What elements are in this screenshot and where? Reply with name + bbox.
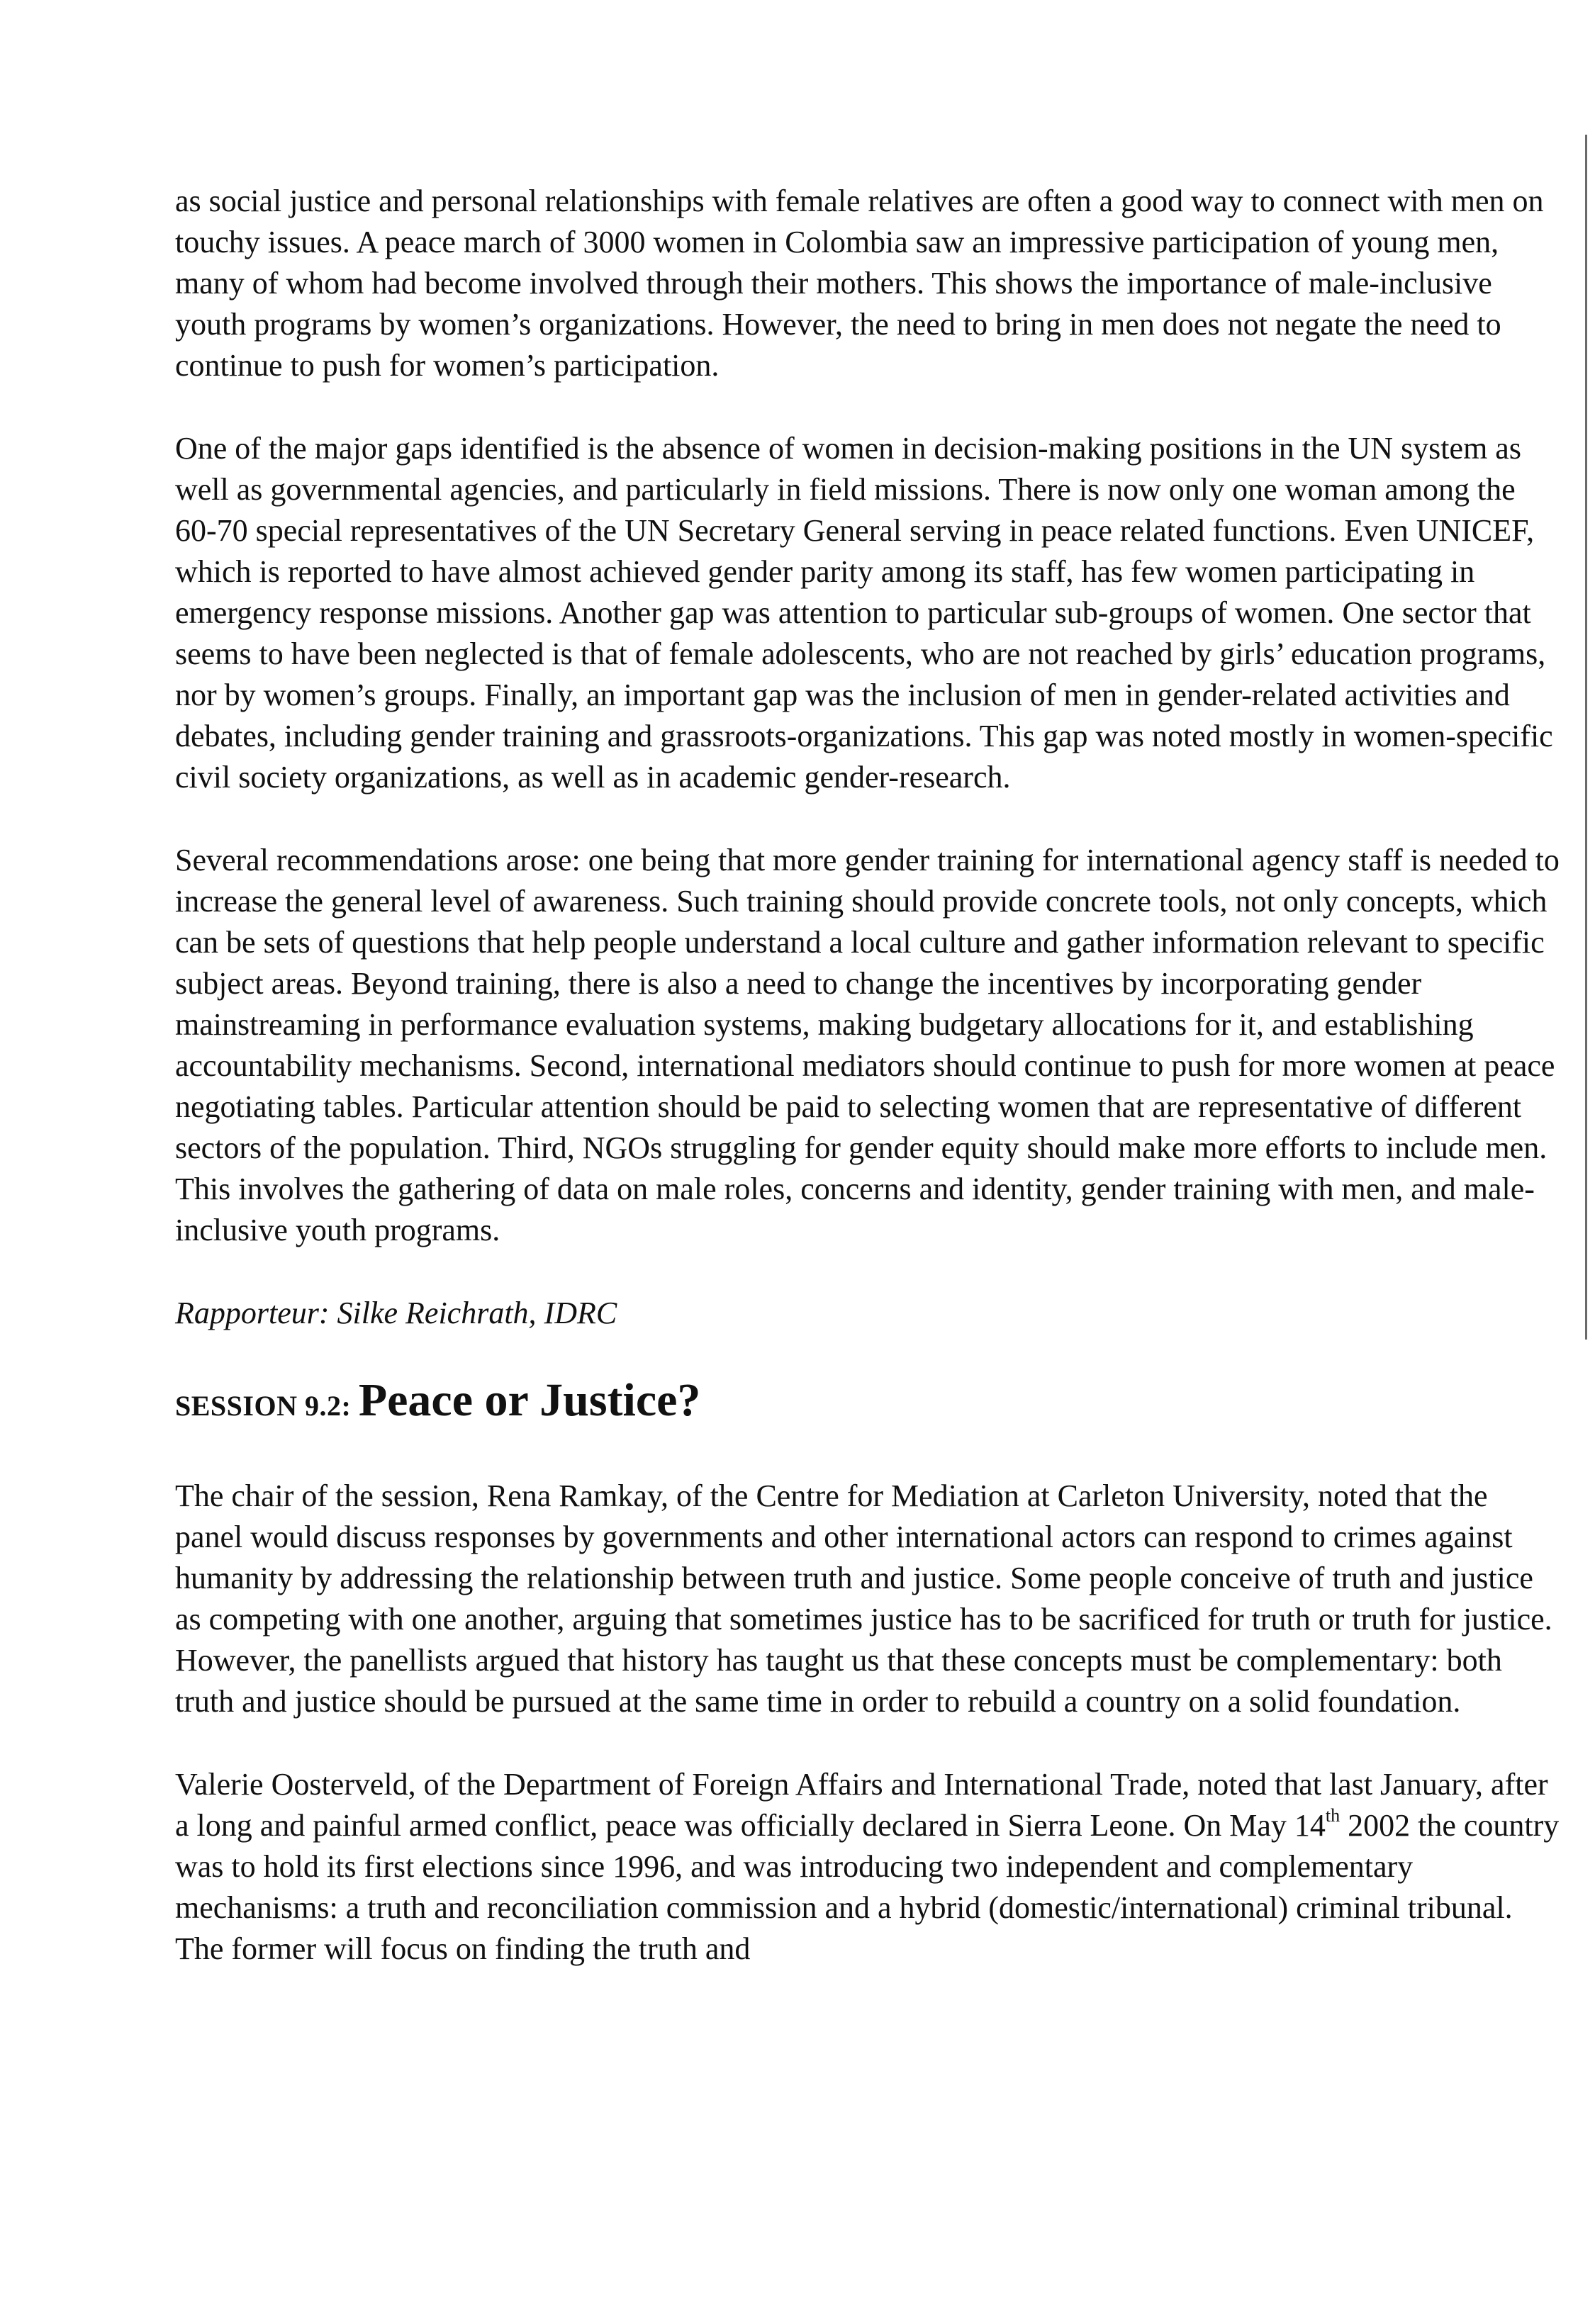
paragraph-sierra-leone-part2: 2002 the country was to hold its first elections since 1996, and was introducing two independent and complementary mechanisms: a truth and reconciliation commission and a hybrid (domestic/international) criminal tribunal. The former will focus on finding the truth and — [175, 1808, 1560, 1966]
paragraph-sierra-leone — [175, 1764, 1561, 1970]
session-title: Peace or Justice? — [358, 1374, 701, 1426]
session-number: SESSION 9.2: — [175, 1390, 359, 1422]
scan-page-edge — [1585, 135, 1587, 1340]
paragraph-gaps: One of the major gaps identified is the absence of women in decision-making positions in the UN system as well as governmental agencies, and particularly in field missions. There is now only one woman among the 60-70 special representatives of the UN Secretary General serving in peace related functions. Even UNICEF, which is reported to have almost achieved gender parity among its staff, has few women participating in emergency response missions. Another gap was attention to particular sub-groups of women. One sector that seems to have been neglected is that of female adolescents, who are not reached by girls’ education programs, nor by women’s groups. Finally, an important gap was the inclusion of men in gender-related activities and debates, including gender training and grassroots-organizations. This gap was noted mostly in women-specific civil society organizations, as well as in academic gender-research. — [175, 431, 1553, 795]
paragraph-recommendations: Several recommendations arose: one being that more gender training for international agency staff is needed to increase the general level of awareness. Such training should provide concrete tools, not only concepts, which can be sets of questions that help people understand a local culture and gather information relevant to specific subject areas. Beyond training, there is also a need to change the incentives by incorporating gender mainstreaming in performance evaluation systems, making budgetary allocations for it, and establishing accountability mechanisms. Second, international mediators should continue to push for more women at peace negotiating tables. Particular attention should be paid to selecting women that are representative of different sectors of the population. Third, NGOs struggling for gender equity should make more efforts to include men. This involves the gathering of data on male roles, concerns and identity, gender training with men, and male-inclusive youth programs. — [175, 843, 1560, 1247]
paragraph-session-intro: The chair of the session, Rena Ramkay, of the Centre for Mediation at Carleton University, noted that the panel would discuss responses by governments and other international actors can respond to crimes against humanity by addressing the relationship between truth and justice. Some people conceive of truth and justice as competing with one another, arguing that sometimes justice has to be sacrificed for truth or truth for justice. However, the panellists argued that history has taught us that these concepts must be complementary: both truth and justice should be pursued at the same time in order to rebuild a country on a solid foundation. — [175, 1478, 1552, 1719]
paragraph-sierra-leone-part1: Valerie Oosterveld, of the Department of Foreign Affairs and International Trade, noted that last January, after a long and painful armed conflict, peace was officially declared in Sierra Leone. On May 14 — [175, 1767, 1548, 1843]
document-body — [175, 181, 1561, 2011]
rapporteur-credit: Rapporteur: Silke Reichrath, IDRC — [175, 1296, 617, 1330]
paragraph-male-inclusion: as social justice and personal relationships with female relatives are often a good way to connect with men on touchy issues. A peace march of 3000 women in Colombia saw an impressive participation of young men, many of whom had become involved through their mothers. This shows the importance of male-inclusive youth programs by women’s organizations. However, the need to bring in men does not negate the need to continue to push for women’s participation. — [175, 184, 1544, 383]
ordinal-suffix: th — [1325, 1805, 1341, 1826]
session-heading — [175, 1375, 1561, 1436]
